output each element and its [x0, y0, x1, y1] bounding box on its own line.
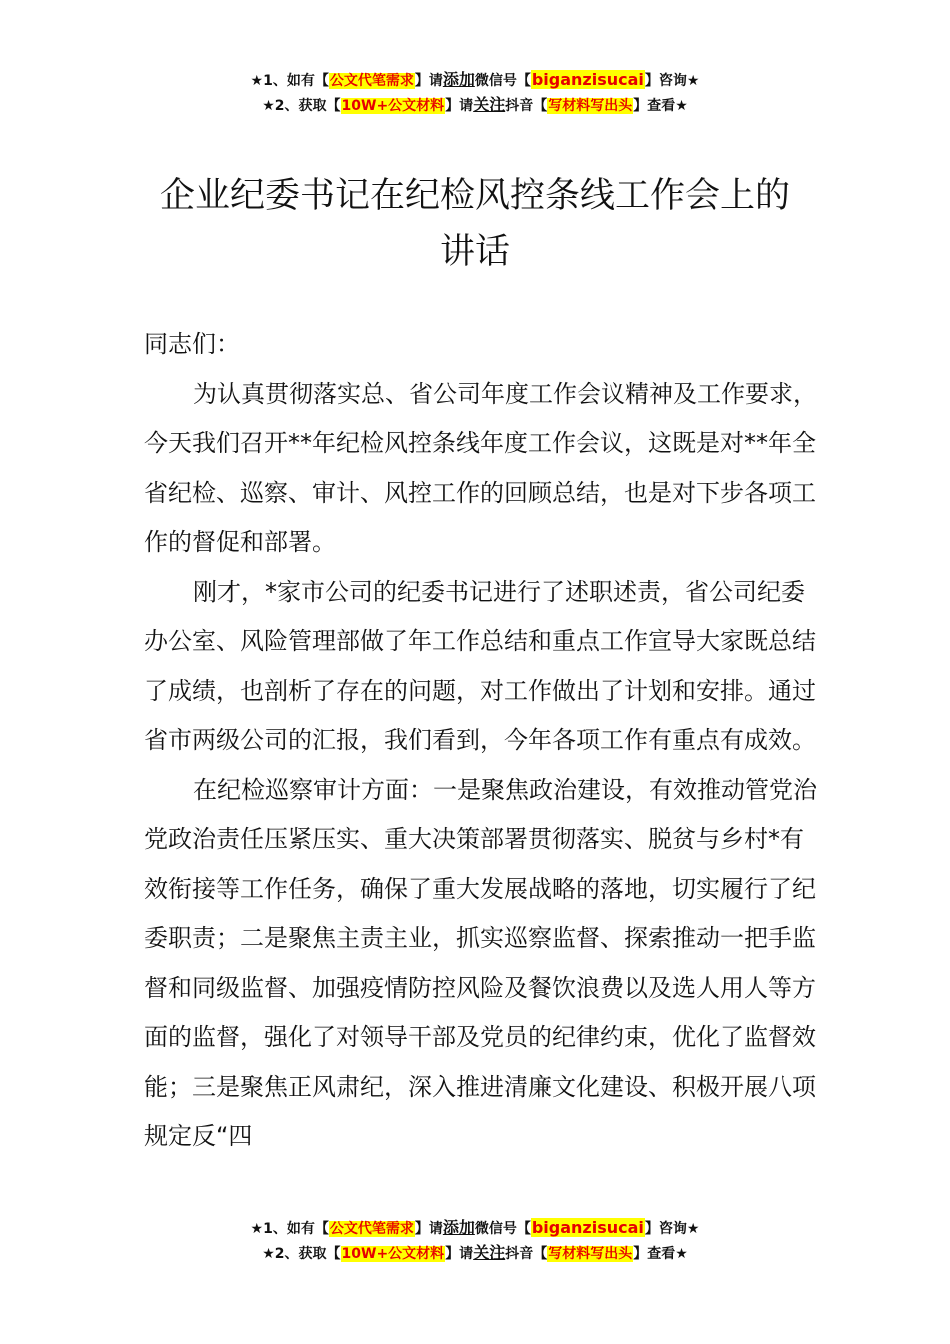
- banner-text: ★2、获取【: [262, 1246, 341, 1262]
- banner-underline: 添加: [442, 70, 475, 89]
- banner-highlight: 10W+公文材料: [341, 98, 445, 114]
- banner-text: 】咨询★: [644, 1221, 700, 1237]
- banner-text: 】请: [414, 1221, 443, 1237]
- banner-line-2: [0, 93, 950, 118]
- footer-banner: [0, 1216, 950, 1266]
- wechat-id-highlight: biganzisucai: [531, 70, 644, 89]
- banner-text: ★2、获取【: [262, 98, 341, 114]
- document-body: [144, 320, 824, 1162]
- banner-line-2: [0, 1241, 950, 1266]
- banner-text: ★1、如有【: [250, 1221, 329, 1237]
- banner-text: 】请: [414, 73, 443, 89]
- banner-line-1: [0, 1216, 950, 1241]
- douyin-id-highlight: 写材料写出头: [548, 98, 633, 114]
- wechat-id-highlight: biganzisucai: [531, 1218, 644, 1237]
- banner-underline: 关注: [473, 1243, 506, 1262]
- banner-text: 】查看★: [633, 98, 688, 114]
- banner-text: 】请: [445, 98, 474, 114]
- banner-text: 微信号【: [474, 1221, 531, 1237]
- douyin-id-highlight: 写材料写出头: [548, 1246, 633, 1262]
- salutation: 同志们：: [144, 330, 240, 358]
- header-banner: [0, 68, 950, 118]
- banner-text: 微信号【: [474, 73, 531, 89]
- banner-text: 抖音【: [505, 1246, 548, 1262]
- title-line-2: 讲话: [439, 232, 510, 272]
- paragraph: 为认真贯彻落实总、省公司年度工作会议精神及工作要求，今天我们召开**年纪检风控条线年度工作会议，这既是对**年全省纪检、巡察、审计、风控工作的回顾总结，也是对下步各项工作的督促和部署。: [144, 379, 817, 556]
- banner-text: ★1、如有【: [250, 73, 329, 89]
- banner-text: 】请: [445, 1246, 474, 1262]
- document-title: [120, 168, 830, 280]
- banner-highlight: 10W+公文材料: [341, 1246, 445, 1262]
- banner-underline: 添加: [442, 1218, 475, 1237]
- banner-text: 抖音【: [505, 98, 548, 114]
- paragraph: 在纪检巡察审计方面：一是聚焦政治建设，有效推动管党治党政治责任压紧压实、重大决策部署贯彻落实、脱贫与乡村*有效衔接等工作任务，确保了重大发展战略的落地，切实履行了纪委职责；二是聚焦主责主业，抓实巡察监督、探索推动一把手监督和同级监督、加强疫情防控风险及餐饮浪费以及选人用人等方面的监督，强化了对领导干部及党员的纪律约束，优化了监督效能；三是聚焦正风肃纪，深入推进清廉文化建设、积极开展八项规定反“四: [144, 775, 817, 1150]
- banner-line-1: [0, 68, 950, 93]
- banner-text: 】咨询★: [644, 73, 700, 89]
- banner-underline: 关注: [473, 95, 506, 114]
- title-line-1: 企业纪委书记在纪检风控条线工作会上的: [159, 176, 790, 216]
- banner-highlight: 公文代笔需求: [329, 73, 414, 89]
- paragraph: 刚才，*家市公司的纪委书记进行了述职述责，省公司纪委办公室、风险管理部做了年工作总结和重点工作宣导大家既总结了成绩，也剖析了存在的问题，对工作做出了计划和安排。通过省市两级公司的汇报，我们看到，今年各项工作有重点有成效。: [144, 577, 816, 754]
- banner-text: 】查看★: [633, 1246, 688, 1262]
- banner-highlight: 公文代笔需求: [329, 1221, 414, 1237]
